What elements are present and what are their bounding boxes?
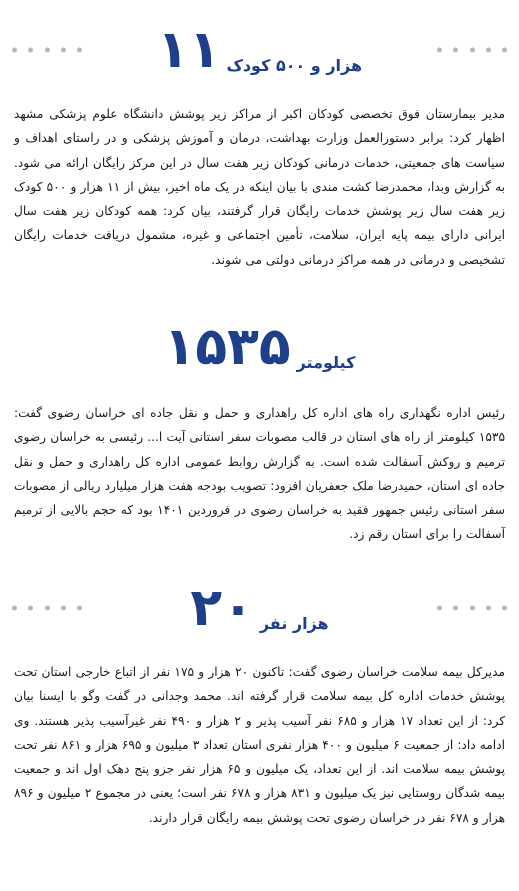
dot [437, 48, 442, 53]
headline-children [0, 10, 519, 90]
dot [453, 606, 458, 611]
headline-insurance [0, 568, 519, 648]
dot [502, 48, 507, 53]
stat-roads [0, 307, 519, 387]
headline-roads [0, 307, 519, 387]
dot [470, 48, 475, 53]
news-item-insurance [0, 568, 519, 830]
stat-unit: هزار نفر [259, 614, 329, 633]
news-item-children [0, 10, 519, 272]
dot [502, 606, 507, 611]
news-body: مدیرکل بیمه سلامت خراسان رضوی گفت: تاکنون ۲۰ هزار و ۱۷۵ نفر از اتباع خارجی استان تحت پوشش خدمات اداره کل بیمه سلامت قرار گرفته اند. محمد وجدانی در گفت وگو با ایسنا بیان کرد: از این تعداد ۱۷ هزار و ۶۸۵ نفر آسیب پذیر و ۲ هزار و ۴۹۰ نفر غیرآسیب پذیر هستند. وی ادامه داد: از جمعیت ۶ میلیون و ۴۰۰ هزار نفری استان تعداد ۳ میلیون و ۶۹۵ هزار و ۸۶۱ نفر تحت پوشش بیمه سلامت اند. از این تعداد، یک میلیون و ۶۵ هزار نفر جزو پنج دهک اول اند و جمعیت بیمه شدگان روستایی نیز یک میلیون و ۸۳۱ هزار و ۶۷۸ نفر است؛ یعنی در مجموع ۲ میلیون و ۸۹۶ هزار و ۶۷۸ نفر در خراسان رضوی تحت پوشش بیمه رایگان قرار دارند. [14, 665, 505, 825]
dot [437, 606, 442, 611]
dot [486, 606, 491, 611]
dot-divider-right [437, 48, 507, 53]
news-item-roads [0, 307, 519, 547]
stat-unit: کیلومتر [296, 353, 356, 372]
news-body: رئیس اداره نگهداری راه های اداره کل راهداری و حمل و نقل جاده ای خراسان رضوی گفت: ۱۵۳۵ کیلومتر از راه های استان در قالب مصوبات سفر استانی آیت ا... رئیسی به خراسان رضوی ترمیم و روکش آسفالت شده است. به گزارش روابط عمومی اداره کل راهداری و حمل و نقل جاده ای استان، حمیدرضا ملک جعفریان افزود: تصویب بودجه هفت هزار میلیارد ریالی از مصوبات سفر استانی رئیس جمهور فقید به خراسان رضوی در فروردین ۱۴۰۱ بود که حجم بالایی از ترمیم آسفالت را برای استان رقم زد. [14, 406, 505, 542]
stat-number: ۲۰ [190, 578, 254, 638]
stat-number: ۱۵۳۵ [163, 317, 291, 377]
news-body: مدیر بیمارستان فوق تخصصی کودکان اکبر از مراکز زیر پوشش دانشگاه علوم پزشکی مشهد اظهار کرد: برابر دستورالعمل وزارت بهداشت، درمان و آموزش پزشکی و در راستای اهداف و سیاست های جمعیتی، خدمات درمانی کودکان زیر هفت سال در این مرکز رایگان ارائه می شود. به گزارش وبدا، محمدرضا کشت مندی با بیان اینکه در یک ماه اخیر، بیش از ۱۱ هزار و ۵۰۰ کودک زیر هفت سال زیر پوشش خدمات رایگان قرار گرفتند، بیان کرد: همه کودکان زیر هفت سال ایرانی دارای بیمه پایه ایران، سلامت، تأمین اجتماعی و غیره، مشمول دریافت خدمات رایگان تشخیصی و درمانی در همه مراکز درمانی دولتی می شوند. [14, 107, 506, 267]
dot-divider-right [437, 606, 507, 611]
stat-number: ۱۱ [156, 20, 221, 80]
dot [486, 48, 491, 53]
dot [453, 48, 458, 53]
dot [470, 606, 475, 611]
stat-unit: هزار و ۵۰۰ کودک [226, 56, 363, 75]
